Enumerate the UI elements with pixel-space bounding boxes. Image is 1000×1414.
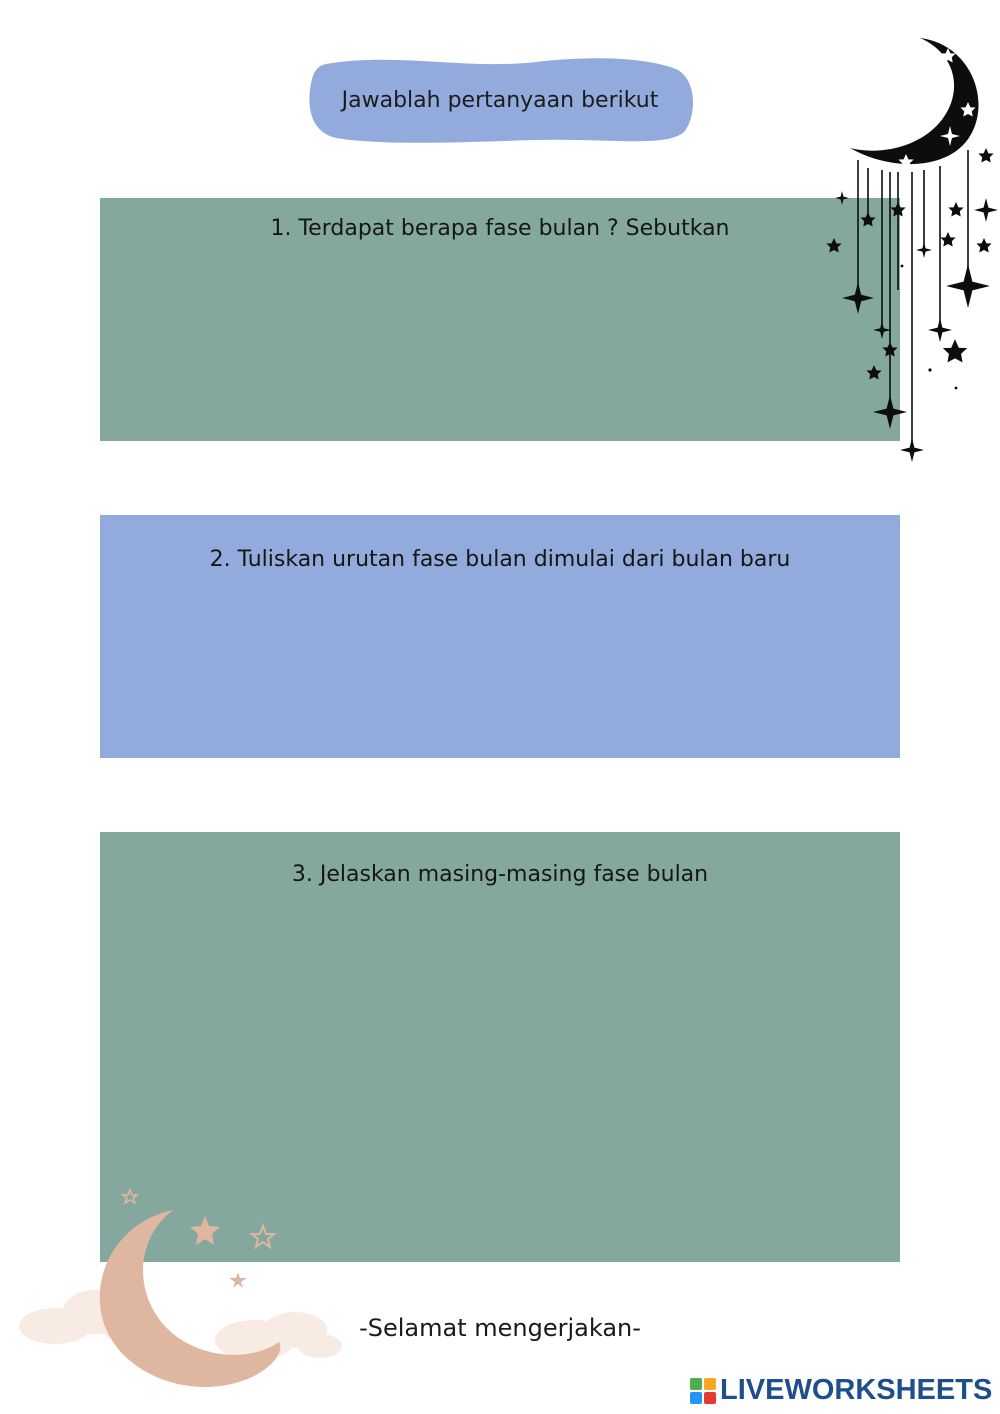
title-banner: [306, 56, 694, 144]
liveworksheets-logo-icon: [690, 1378, 716, 1404]
answer-field-3[interactable]: [148, 905, 852, 1209]
liveworksheets-logo: [690, 1374, 992, 1407]
question-box-2: [100, 515, 900, 758]
closing-message: -Selamat mengerjakan-: [359, 1314, 641, 1342]
answer-field-1[interactable]: [148, 259, 852, 433]
page-title: Jawablah pertanyaan berikut: [341, 87, 659, 113]
question-text-3: 3. Jelaskan masing-masing fase bulan: [291, 862, 709, 887]
question-text-1: 1. Terdapat berapa fase bulan ? Sebutkan: [270, 216, 730, 241]
question-text-2: 2. Tuliskan urutan fase bulan dimulai dari bulan baru: [209, 547, 791, 572]
hanging-moon-icon: [820, 30, 1000, 470]
question-box-1: [100, 198, 900, 441]
answer-field-2[interactable]: [148, 590, 852, 744]
crescent-moon-icon: [15, 1180, 345, 1400]
brand-name: LIVEWORKSHEETS: [720, 1374, 993, 1406]
